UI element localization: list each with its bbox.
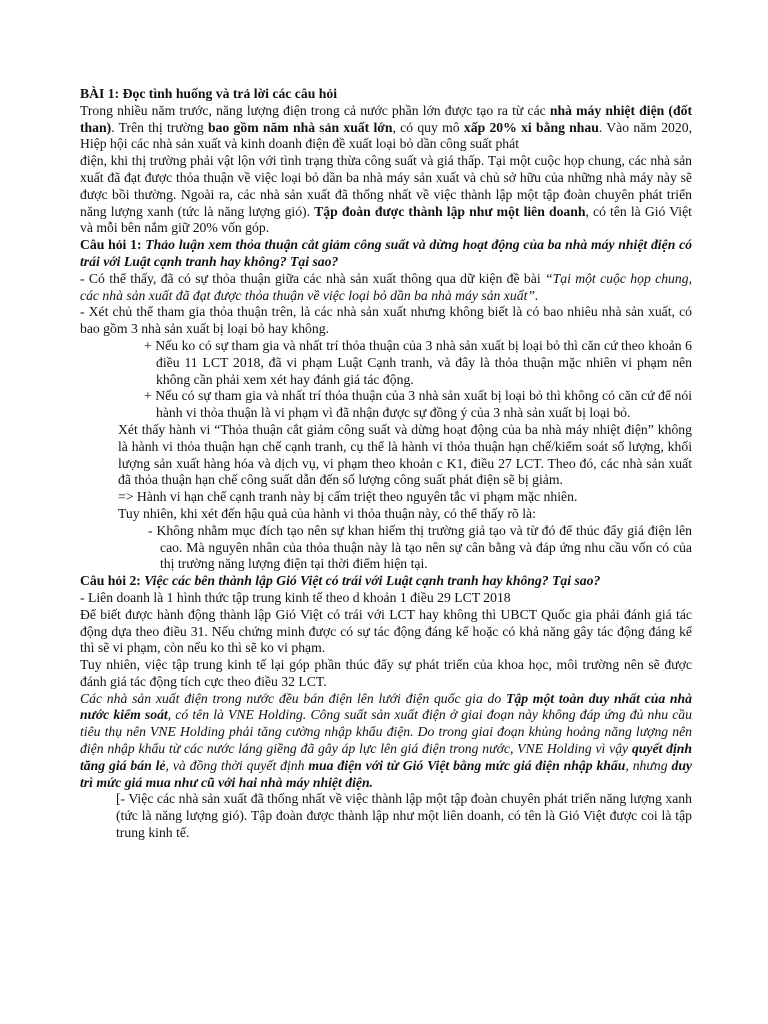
case-text: , có quy mô <box>392 119 464 135</box>
case-bold-text: nhà máy nhiệt điện (đốt than) <box>80 102 693 135</box>
answer-2-line-3: Tuy nhiên, việc tập trung kinh tế lại góp phần thúc đẩy sự phát triển của khoa học, môi trường nên sẽ được đánh giá tác động tích cực theo điều 32 LCT. <box>80 657 692 689</box>
context-bold-text: duy trì mức giá mua như cũ với hai nhà máy nhiệt điện. <box>80 757 692 790</box>
case-text: Trong nhiều năm trước, năng lượng điện trong cả nước phần lớn được tạo ra từ các <box>80 102 550 118</box>
context-text: Các nhà sản xuất điện trong nước đều bán điện lên lưới điện quốc gia do <box>80 690 506 706</box>
answer-2-bracket-note: [- Việc các nhà sản xuất đã thống nhất về việc thành lập một tập đoàn chuyên phát triển năng lượng xanh (tức là năng lượng gió). Tập đoàn được thành lập như một liên doanh, có tên là Gió Việt được coi là tập trung kinh tế. <box>116 791 692 841</box>
answer-2-line-1: - Liên doanh là 1 hình thức tập trung kinh tế theo d khoản 1 điều 29 LCT 2018 <box>80 589 511 605</box>
case-text: . Trên thị trường <box>111 119 208 135</box>
question-label: Câu hỏi 2: <box>80 573 145 589</box>
answer-1-line-1 <box>80 271 692 305</box>
answer-2-context <box>80 691 692 792</box>
answer-1-consequence: - Không nhằm mục đích tạo nên sự khan hiếm thị trường giả tạo và từ đó để thúc đẩy giá điện lên cao. Mà nguyên nhân của thỏa thuận này là tạo nên sự cân bằng và đáp ứng nhu cầu vốn có của thị trường năng lượng điện tại thời điểm hiện tại. <box>148 522 692 572</box>
question-label: Câu hỏi 1: <box>80 237 146 253</box>
answer-1-conclusion: => Hành vi hạn chế cạnh tranh này bị cấm triệt theo nguyên tắc vi phạm mặc nhiên. <box>118 489 578 505</box>
answer-1-line-2: - Xét chủ thể tham gia thỏa thuận trên, là các nhà sản xuất nhưng không biết là có bao nhiêu nhà sản xuất, có bao gồm 3 nhà sản xuất bị loại bỏ hay không. <box>80 304 692 337</box>
exercise-title: BÀI 1: Đọc tình huống và trả lời các câu hỏi <box>80 86 338 101</box>
answer-1-case-b: + Nếu có sự tham gia và nhất trí thỏa thuận của 3 nhà sản xuất bị loại bỏ thì không có căn cứ để nói hành vi thỏa thuận là vi phạm vì đã nhận được sự đồng ý của 3 nhà sản xuất bị loại bỏ. <box>144 388 692 421</box>
context-bold-text: mua điện với từ Gió Việt bằng mức giá điện nhập khẩu <box>308 757 626 773</box>
case-paragraph-2 <box>80 153 692 237</box>
answer-2-line-2: Để biết được hành động thành lập Gió Việt có trái với LCT hay không thì UBCT Quốc gia phải đánh giá tác động dựa theo điều 31. Nếu chứng minh được có sự tác động đáng kể hoặc có khả năng gây tác động đáng kể thì sẽ vi phạm, còn nếu ko thì sẽ ko vi phạm. <box>80 606 692 656</box>
context-bold-text: Tập một toàn duy nhất của nhà nước kiểm soát <box>80 690 692 723</box>
case-text: , có tên là Gió Việt và mỗi bên nắm giữ 20% vốn góp. <box>80 203 692 236</box>
answer-text: - Có thể thấy, đã có sự thỏa thuận giữa các nhà sản xuất thông qua dữ kiện đề bài <box>80 270 545 286</box>
answer-quote: “Tại một cuộc họp chung, các nhà sản xuất đã đạt được thỏa thuận về việc loại bỏ dần ba nhà máy sản xuất”. <box>80 270 692 303</box>
case-bold-text: Tập đoàn được thành lập như một liên doanh <box>314 203 586 219</box>
answer-1-case-a: + Nếu ko có sự tham gia và nhất trí thỏa thuận của 3 nhà sản xuất bị loại bỏ thì căn cứ theo khoản 6 điều 11 LCT 2018, đã vi phạm Luật Cạnh tranh, và đây là thỏa thuận mặc nhiên vi phạm nên không cần phải xem xét hay đánh giá tác động. <box>144 337 692 387</box>
answer-1-however: Tuy nhiên, khi xét đến hậu quả của hành vi thỏa thuận này, có thể thấy rõ là: <box>118 505 536 521</box>
case-text: điện, khi thị trường phải vật lộn với tình trạng thừa công suất và giá thấp. Tại một cuộc họp chung, các nhà sản xuất đã đạt được thỏa thuận về việc loại bỏ dần ba nhà máy sản xuất và chủ sở hữu của những nhà máy này sẽ được bồi thường. Ngoài ra, các nhà sản xuất đã thống nhất về việc thành lập một tập đoàn chuyên phát triển năng lượng xanh (tức là năng lượng gió). <box>80 153 692 219</box>
case-bold-text: xấp 20% xi bằng nhau <box>463 119 599 135</box>
context-text: , nhưng <box>625 757 672 773</box>
answer-1-analysis: Xét thấy hành vi “Thỏa thuận cắt giảm công suất và dừng hoạt động của ba nhà máy nhiệt điện” không là hành vi thỏa thuận hạn chế cạnh tranh, cụ thể là hành vi thỏa thuận hạn chế/kiểm soát số lượng, khối lượng sản xuất hàng hóa và dịch vụ, vi phạm theo khoản c K1, điều 27 LCT. Theo đó, các nhà sản xuất đã thỏa thuận hạn chế công suất dẫn đến số lượng công suất phát điện sẽ bị giảm. <box>118 421 692 488</box>
question-1 <box>80 237 692 271</box>
case-bold-text: bao gồm năm nhà sản xuất lớn <box>207 119 393 135</box>
question-text: Việc các bên thành lập Gió Việt có trái với Luật cạnh tranh hay không? Tại sao? <box>144 573 601 589</box>
context-text: , và đồng thời quyết định <box>165 757 309 773</box>
question-text: Thảo luận xem thỏa thuận cắt giảm công suất và dừng hoạt động của ba nhà máy nhiệt điện có trái với Luật cạnh tranh hay không? Tại sao? <box>80 237 692 269</box>
question-2 <box>80 573 692 590</box>
context-bold-text: quyết định tăng giá bán lẻ <box>80 741 693 773</box>
context-text: , có tên là VNE Holding. Công suất sản xuất điện ở giai đoạn này không đáp ứng đủ nhu cầu tiêu thụ nên VNE Holding phải tăng cường nhập khẩu điện. Do trong giai đoạn khủng hoảng năng lượng nên điện nhập khẩu từ các nước láng giềng đã gây áp lực lên giá điện trong nước, VNE Holding vì vậy <box>80 707 692 757</box>
document-page <box>80 86 692 842</box>
case-paragraph-1 <box>80 103 692 153</box>
case-text: . Vào năm 2020, Hiệp hội các nhà sản xuất và kinh doanh điện đề xuất loại bỏ dần công suất phát <box>80 119 692 152</box>
